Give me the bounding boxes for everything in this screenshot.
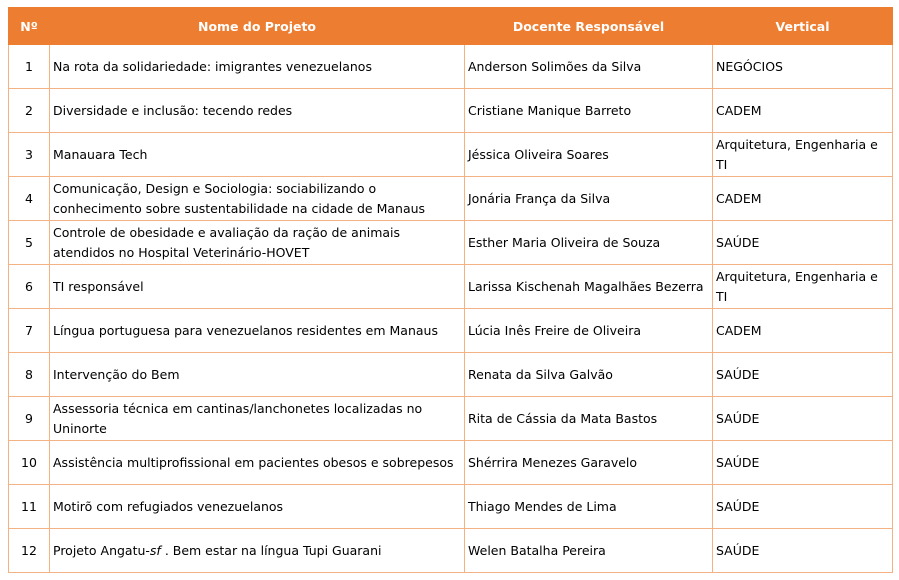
row-number: 9 [9, 397, 50, 441]
project-name: TI responsável [50, 265, 465, 309]
vertical-name: CADEM [713, 89, 893, 133]
row-number: 3 [9, 133, 50, 177]
teacher-name: Esther Maria Oliveira de Souza [465, 221, 713, 265]
row-number: 1 [9, 45, 50, 89]
teacher-name: Thiago Mendes de Lima [465, 485, 713, 529]
project-name: Manauara Tech [50, 133, 465, 177]
project-name: Motirõ com refugiados venezuelanos [50, 485, 465, 529]
table-row [9, 397, 893, 441]
projects-table [8, 7, 893, 573]
teacher-name: Renata da Silva Galvão [465, 353, 713, 397]
vertical-name: SAÚDE [713, 485, 893, 529]
row-number: 10 [9, 441, 50, 485]
teacher-name: Shérrira Menezes Garavelo [465, 441, 713, 485]
table-body [9, 45, 893, 573]
teacher-name: Lúcia Inês Freire de Oliveira [465, 309, 713, 353]
project-name: Controle de obesidade e avaliação da ração de animais atendidos no Hospital Veterinário-HOVET [50, 221, 465, 265]
table-row [9, 89, 893, 133]
vertical-name: Arquitetura, Engenharia e TI [713, 133, 893, 177]
header-teacher: Docente Responsável [465, 8, 713, 45]
vertical-name: NEGÓCIOS [713, 45, 893, 89]
vertical-name: SAÚDE [713, 397, 893, 441]
vertical-name: SAÚDE [713, 221, 893, 265]
row-number: 6 [9, 265, 50, 309]
projects-table-container [8, 7, 892, 573]
row-number: 4 [9, 177, 50, 221]
table-row [9, 529, 893, 573]
row-number: 2 [9, 89, 50, 133]
teacher-name: Jonária França da Silva [465, 177, 713, 221]
row-number: 7 [9, 309, 50, 353]
header-vertical: Vertical [713, 8, 893, 45]
teacher-name: Rita de Cássia da Mata Bastos [465, 397, 713, 441]
project-name [50, 529, 465, 573]
project-name: Diversidade e inclusão: tecendo redes [50, 89, 465, 133]
vertical-name: SAÚDE [713, 529, 893, 573]
vertical-name: SAÚDE [713, 441, 893, 485]
row-number: 12 [9, 529, 50, 573]
project-name-prefix: Projeto Angatu- [53, 542, 150, 558]
table-row [9, 45, 893, 89]
row-number: 8 [9, 353, 50, 397]
row-number: 5 [9, 221, 50, 265]
project-name: Assistência multiprofissional em pacientes obesos e sobrepesos [50, 441, 465, 485]
vertical-name: CADEM [713, 177, 893, 221]
project-name: Na rota da solidariedade: imigrantes venezuelanos [50, 45, 465, 89]
project-name: Assessoria técnica em cantinas/lanchonetes localizadas no Uninorte [50, 397, 465, 441]
teacher-name: Larissa Kischenah Magalhães Bezerra [465, 265, 713, 309]
table-row [9, 353, 893, 397]
project-name-italic: sf [149, 542, 161, 558]
header-number: Nº [9, 8, 50, 45]
row-number: 11 [9, 485, 50, 529]
header-project-name: Nome do Projeto [50, 8, 465, 45]
table-row [9, 309, 893, 353]
project-name-suffix: . Bem estar na língua Tupi Guarani [160, 542, 382, 558]
project-name: Língua portuguesa para venezuelanos residentes em Manaus [50, 309, 465, 353]
vertical-name: Arquitetura, Engenharia e TI [713, 265, 893, 309]
table-row [9, 265, 893, 309]
teacher-name: Welen Batalha Pereira [465, 529, 713, 573]
table-row [9, 441, 893, 485]
header-row [9, 8, 893, 45]
table-header [9, 8, 893, 45]
table-row [9, 177, 893, 221]
teacher-name: Cristiane Manique Barreto [465, 89, 713, 133]
teacher-name: Jéssica Oliveira Soares [465, 133, 713, 177]
project-name: Comunicação, Design e Sociologia: sociabilizando o conhecimento sobre sustentabilidade na cidade de Manaus [50, 177, 465, 221]
vertical-name: SAÚDE [713, 353, 893, 397]
table-row [9, 485, 893, 529]
teacher-name: Anderson Solimões da Silva [465, 45, 713, 89]
project-name: Intervenção do Bem [50, 353, 465, 397]
table-row [9, 221, 893, 265]
vertical-name: CADEM [713, 309, 893, 353]
table-row [9, 133, 893, 177]
